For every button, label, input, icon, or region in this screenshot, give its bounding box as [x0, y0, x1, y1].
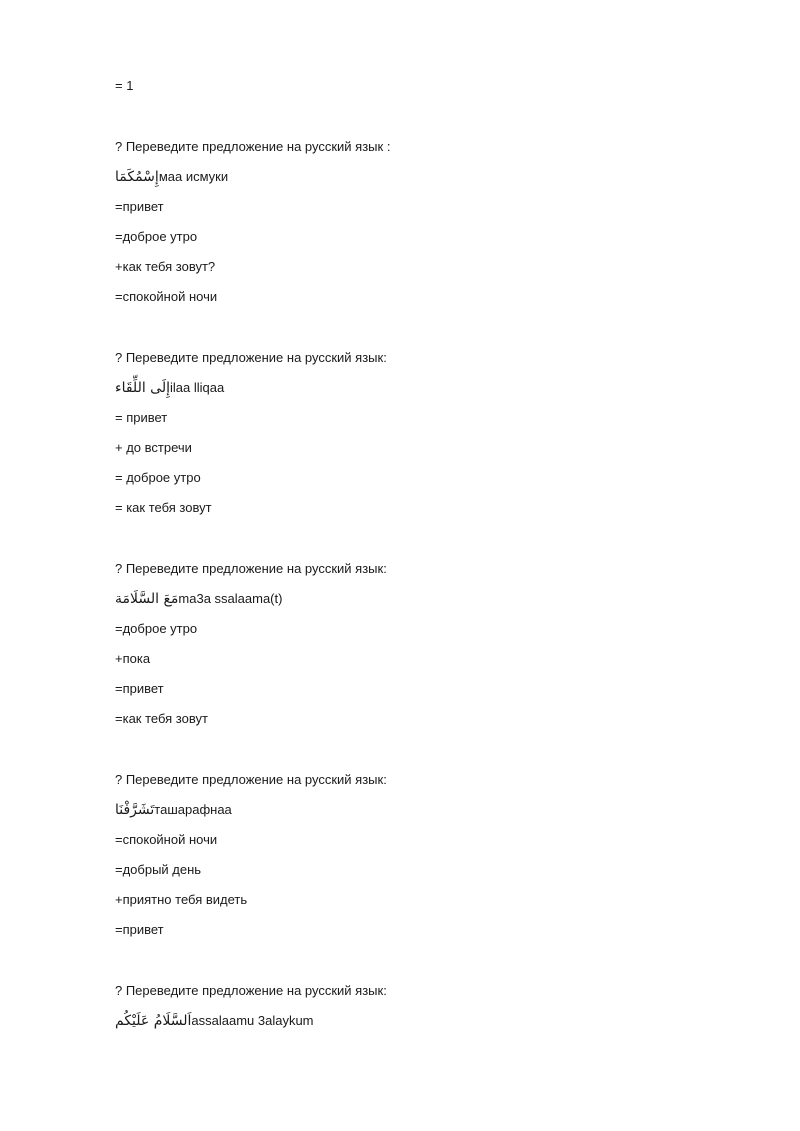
answer-option-correct: +пока [115, 651, 151, 666]
answer-option: = как тебя зовут [115, 500, 212, 515]
answer-option: =как тебя зовут [115, 711, 208, 726]
top-answer: = 1 [115, 78, 134, 93]
question-prompt: ? Переведите предложение на русский язык: [115, 772, 387, 787]
question-phrase [115, 800, 232, 820]
answer-option: = доброе утро [115, 470, 201, 485]
answer-option: =привет [115, 922, 164, 937]
transliteration: маа исмуки [158, 169, 229, 184]
question-phrase [115, 1011, 314, 1031]
transliteration: ma3a ssalaama(t) [178, 591, 283, 606]
question-prompt: ? Переведите предложение на русский язык: [115, 561, 387, 576]
answer-option: =привет [115, 199, 164, 214]
arabic-phrase: إِسْمُكَمَا [115, 169, 159, 185]
answer-option-correct: + до встречи [115, 440, 192, 455]
answer-option: =спокойной ночи [115, 289, 218, 304]
question-prompt: ? Переведите предложение на русский язык: [115, 983, 387, 998]
question-phrase [115, 167, 228, 187]
transliteration: ташарафнаа [154, 802, 232, 817]
arabic-phrase: اَلسَّلَامُ عَلَيْكُم [115, 1013, 192, 1029]
answer-option: =доброе утро [115, 621, 198, 636]
arabic-phrase: مَعَ السَّلَامَة [115, 591, 179, 607]
transliteration: assalaamu 3alaykum [191, 1013, 314, 1028]
answer-option: =привет [115, 681, 164, 696]
question-phrase [115, 589, 282, 609]
answer-option: =доброе утро [115, 229, 198, 244]
transliteration: ilaa lliqaa [170, 380, 225, 395]
question-prompt: ? Переведите предложение на русский язык: [115, 350, 387, 365]
answer-option: =спокойной ночи [115, 832, 218, 847]
question-phrase [115, 378, 224, 398]
arabic-phrase: إِلَى اللِّقَاء [115, 380, 170, 396]
answer-option: =добрый день [115, 862, 202, 877]
question-prompt: ? Переведите предложение на русский язык : [115, 139, 391, 154]
answer-option-correct: +приятно тебя видеть [115, 892, 248, 907]
answer-option: = привет [115, 410, 168, 425]
arabic-phrase: تَشَرَّفْنَا [115, 802, 155, 818]
answer-option-correct: +как тебя зовут? [115, 259, 216, 274]
